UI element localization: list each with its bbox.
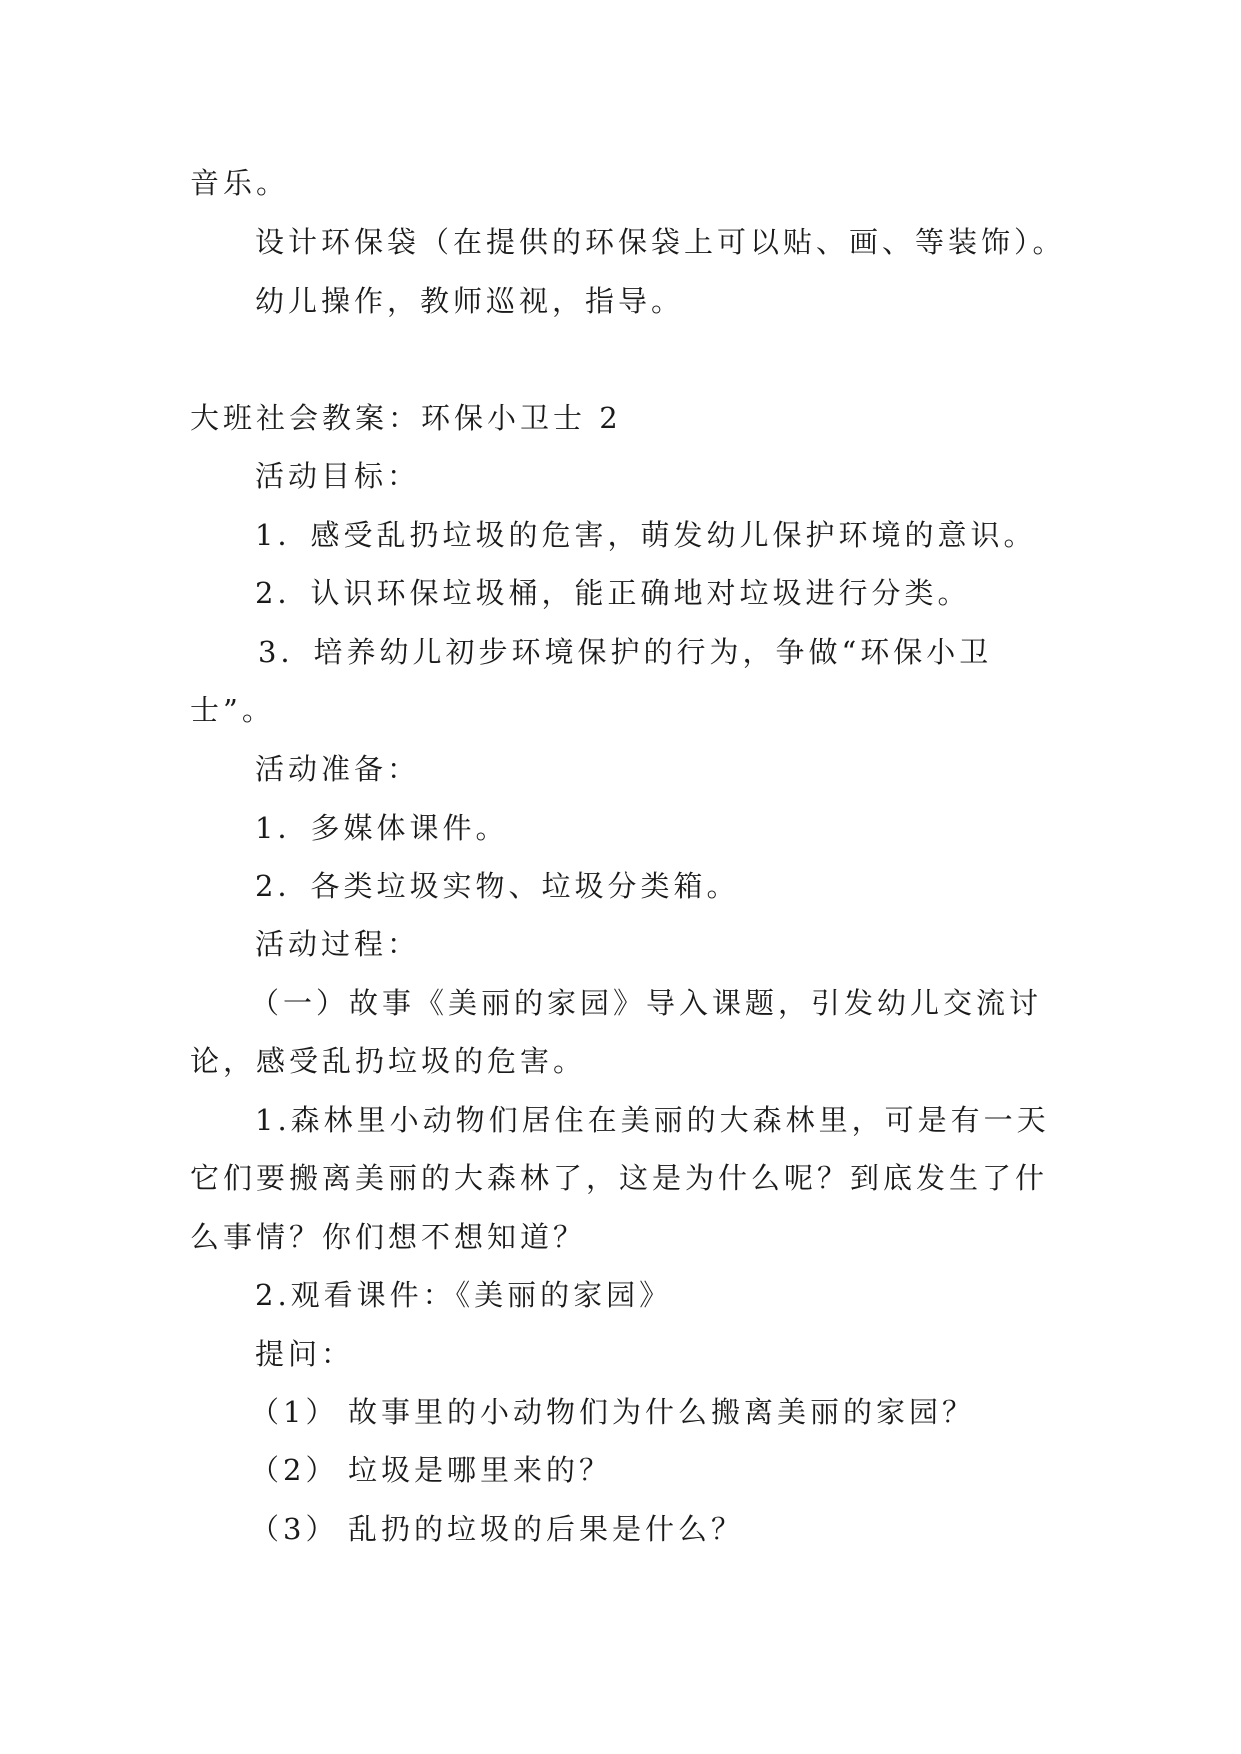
process-step: （一）故事《美丽的家园》导入课题，引发幼儿交流讨 [250, 986, 1043, 1020]
ask-heading: 提问： [255, 1337, 355, 1371]
question-item [250, 1392, 975, 1432]
goal-item: 2．认识环保垃圾桶，能正确地对垃圾进行分类。 [255, 576, 971, 610]
question-number: （2） [250, 1453, 339, 1487]
process-step-continuation: 论，感受乱扔垃圾的危害。 [190, 1044, 587, 1078]
paragraph-line: 设计环保袋（在提供的环保袋上可以贴、画、等装饰）。 [255, 225, 1066, 259]
question-number: （1） [250, 1395, 339, 1429]
goals-heading: 活动目标： [255, 459, 421, 493]
question-item [250, 1509, 744, 1549]
section-title: 大班社会教案：环保小卫士 2 [190, 401, 622, 435]
question-number: （3） [250, 1512, 339, 1546]
prep-heading: 活动准备： [255, 752, 421, 786]
question-item [250, 1450, 612, 1490]
prep-item: 2．各类垃圾实物、垃圾分类箱。 [255, 869, 740, 903]
paragraph-line: 音乐。 [190, 166, 290, 200]
process-heading: 活动过程： [255, 927, 421, 961]
goal-item: 1．感受乱扔垃圾的危害，萌发幼儿保护环境的意识。 [255, 518, 1037, 552]
story-paragraph: 么事情？你们想不想知道？ [190, 1220, 587, 1254]
story-paragraph: 1.森林里小动物们居住在美丽的大森林里，可是有一天 [255, 1103, 1050, 1137]
paragraph-line: 幼儿操作，教师巡视，指导。 [255, 284, 685, 318]
question-text: 故事里的小动物们为什么搬离美丽的家园？ [348, 1395, 976, 1429]
question-text: 垃圾是哪里来的？ [348, 1453, 613, 1487]
story-paragraph: 它们要搬离美丽的大森林了，这是为什么呢？到底发生了什 [190, 1161, 1049, 1195]
watch-line: 2.观看课件：《美丽的家园》 [255, 1278, 673, 1312]
prep-item: 1．多媒体课件。 [255, 811, 509, 845]
goal-item: 3．培养幼儿初步环境保护的行为，争做“环保小卫 [258, 635, 993, 669]
goal-item-continuation: 士”。 [190, 693, 275, 727]
question-text: 乱扔的垃圾的后果是什么？ [348, 1512, 745, 1546]
